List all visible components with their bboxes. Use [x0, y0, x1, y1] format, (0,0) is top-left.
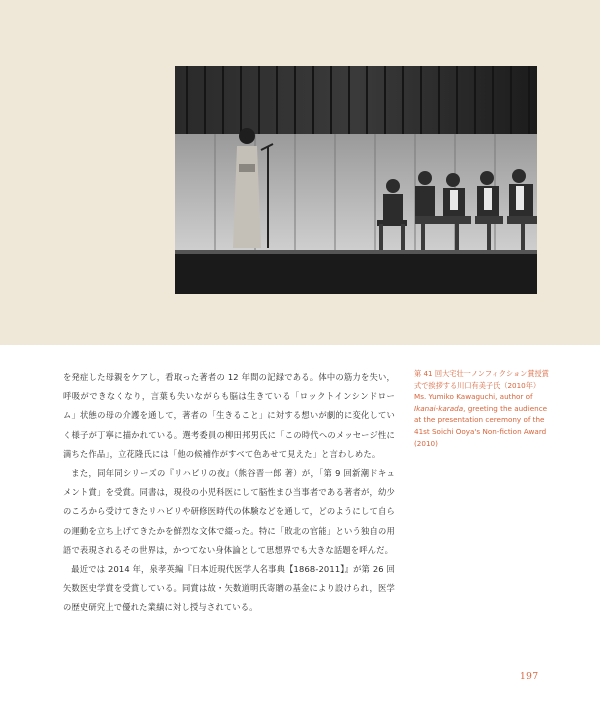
page-number: 197	[520, 672, 539, 682]
caption-english-suffix: , greeting the audience at the presentation ceremony of the 41st Soichi Ooya's Non-fiction Award (2010)	[414, 403, 548, 448]
caption-english-title: Ikanai-karada	[414, 403, 464, 413]
photo-caption	[414, 368, 554, 449]
body-paragraph-3: 最近では 2014 年，泉孝英編『日本近現代医学人名事典【1868-2011】』が第 26 回矢数医史学賞を受賞している。同賞は故・矢数道明氏寄贈の基金により設けられ，医学の歴史研究上で優れた業績に対し授与されている。	[63, 564, 395, 613]
caption-japanese: 第 41 回大宅壮一ノンフィクション賞授賞式で挨拶する川口有美子氏（2010年）	[414, 369, 549, 390]
caption-english-prefix: Ms. Yumiko Kawaguchi, author of	[414, 392, 533, 402]
body-paragraph-1: を発症した母親をケアし，看取った著者の 12 年間の記録である。体中の筋力を失い，呼吸ができなくなり，言葉も失いながらも脳は生きている「ロックトインシンドローム」状態の母の介護を通して，著者の「生きること」に対する想いが劇的に変化していく様子が丁寧に描かれている。選考委員の柳田邦男氏に「この時代へのメッセージ性に満ちた作品」，立花隆氏には「他の候補作がすべて色あせて見えた」と言わしめた。	[63, 372, 395, 459]
ceremony-photo	[175, 66, 537, 294]
body-text	[63, 368, 395, 618]
body-paragraph-2: また，同年同シリーズの『リハビリの夜』（熊谷晋一郎 著）が，「第 9 回新潮ドキュメント賞」を受賞。同書は，現役の小児科医にして脳性まひ当事者である著者が，幼少のころから受けてきたリハビリや研修医時代の体験などを通して，どのようにして自らの運動を立ち上げてきたかを鮮烈な文体で綴った。特に「敗北の官能」という独自の用語で表現されるその世界は，かつてない身体論として思想界でも大きな話題を呼んだ。	[63, 468, 395, 555]
caption-english	[414, 391, 554, 449]
